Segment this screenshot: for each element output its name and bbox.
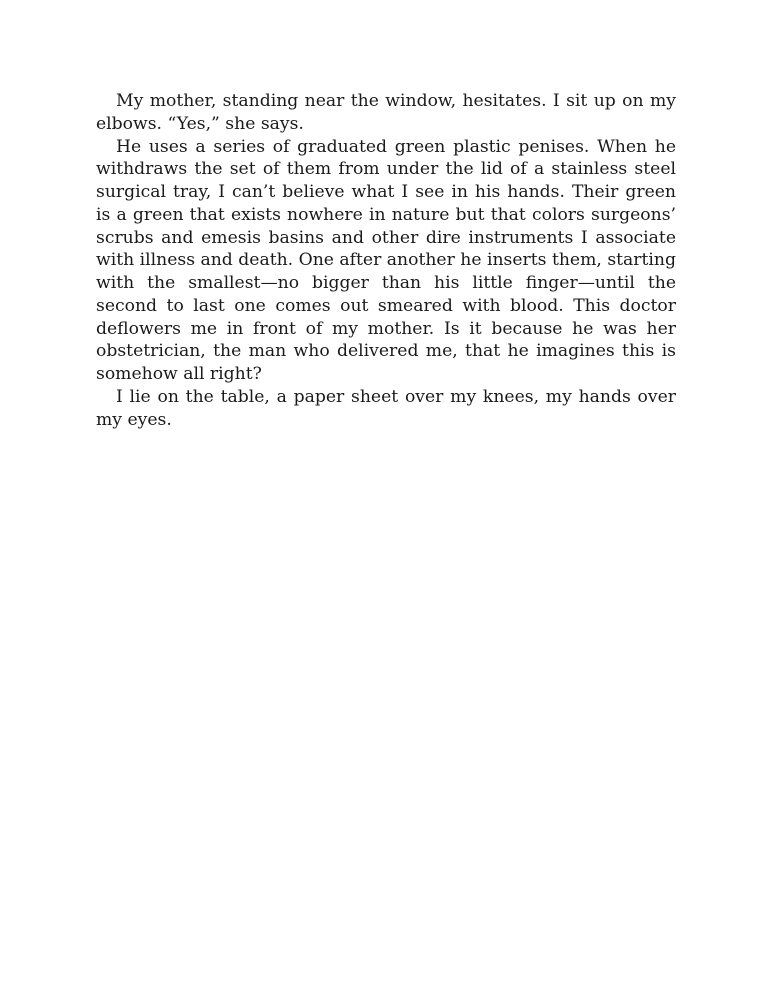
paragraph: My mother, standing near the window, hesitates. I sit up on my elbows. “Yes,” she says. (96, 91, 676, 134)
paragraph: I lie on the table, a paper sheet over my knees, my hands over my eyes. (96, 386, 676, 430)
body-text (96, 90, 676, 431)
paragraph: He uses a series of graduated green plastic penises. When he withdraws the set of them from under the lid of a stainless steel surgical tray, I can’t believe what I see in his hands. Their green is a green that exists nowhere in nature but that colors surgeons’ scrubs and emesis basins and other dire instruments I associate with illness and death. One after another he inserts them, starting with the smallest—no bigger than his little finger—until the second to last one comes out smeared with blood. This doctor deflowers me in front of my mother. Is it because he was her obstetrician, the man who delivered me, that he imagines this is somehow all right? (96, 136, 676, 384)
